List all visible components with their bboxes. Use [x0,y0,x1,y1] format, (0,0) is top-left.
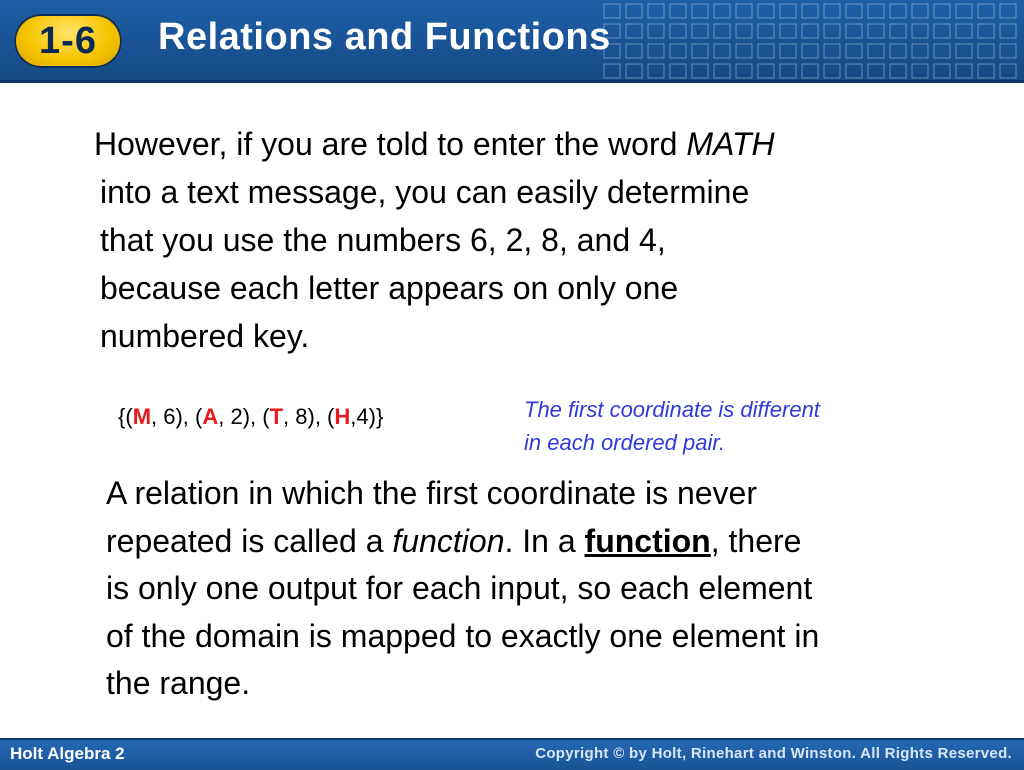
definition-line-3: is only one output for each input, so each element [106,570,813,606]
slide-footer [0,738,1024,770]
coordinate-note [524,393,944,459]
note-line-1: The first coordinate is different [524,397,820,422]
pair-letter-m: M [132,404,152,429]
definition-paragraph [106,470,1006,708]
intro-line-3: that you use the numbers 6, 2, 8, and 4, [100,222,666,258]
pair-letter-h: H [334,404,351,429]
intro-line-1-text: However, if you are told to enter the word [94,126,687,162]
header-divider [0,80,1024,83]
course-name: Holt Algebra 2 [10,744,125,763]
intro-line-1 [94,120,980,168]
header-grid-pattern [600,0,1024,80]
set-open: {( [118,404,133,429]
definition-line-1: A relation in which the first coordinate is never [106,475,757,511]
pair-letter-a: A [202,404,219,429]
definition-line-2-c: , there [710,522,802,559]
definition-line-2-b: . In a [504,522,585,559]
slide-title: Relations and Functions [158,16,611,58]
pair-value-1: , 6), ( [151,404,203,429]
function-term: function [584,522,711,559]
note-line-2: in each ordered pair. [524,430,725,455]
pair-value-2: , 2), ( [218,404,270,429]
intro-line-4: because each letter appears on only one [100,270,679,306]
pair-letter-t: T [269,404,284,429]
section-badge [14,14,122,68]
intro-line-2: into a text message, you can easily determine [100,174,750,210]
math-word: MATH [686,126,775,162]
definition-line-5: the range. [106,665,251,701]
copyright-notice: Copyright © by Holt, Rinehart and Winston. All Rights Reserved. [535,745,1012,762]
definition-line-4: of the domain is mapped to exactly one element in [106,617,820,654]
definition-line-2-a: repeated is called a [106,522,393,559]
intro-line-5: numbered key. [100,318,310,354]
function-italic: function [392,522,505,559]
intro-paragraph [94,120,980,360]
definition-line-2 [106,518,1006,566]
section-number: 1-6 [39,19,97,62]
ordered-pair-set [118,404,383,430]
pair-value-4: ,4)} [350,404,384,429]
slide-header [0,0,1024,80]
pair-value-3: , 8), ( [283,404,335,429]
